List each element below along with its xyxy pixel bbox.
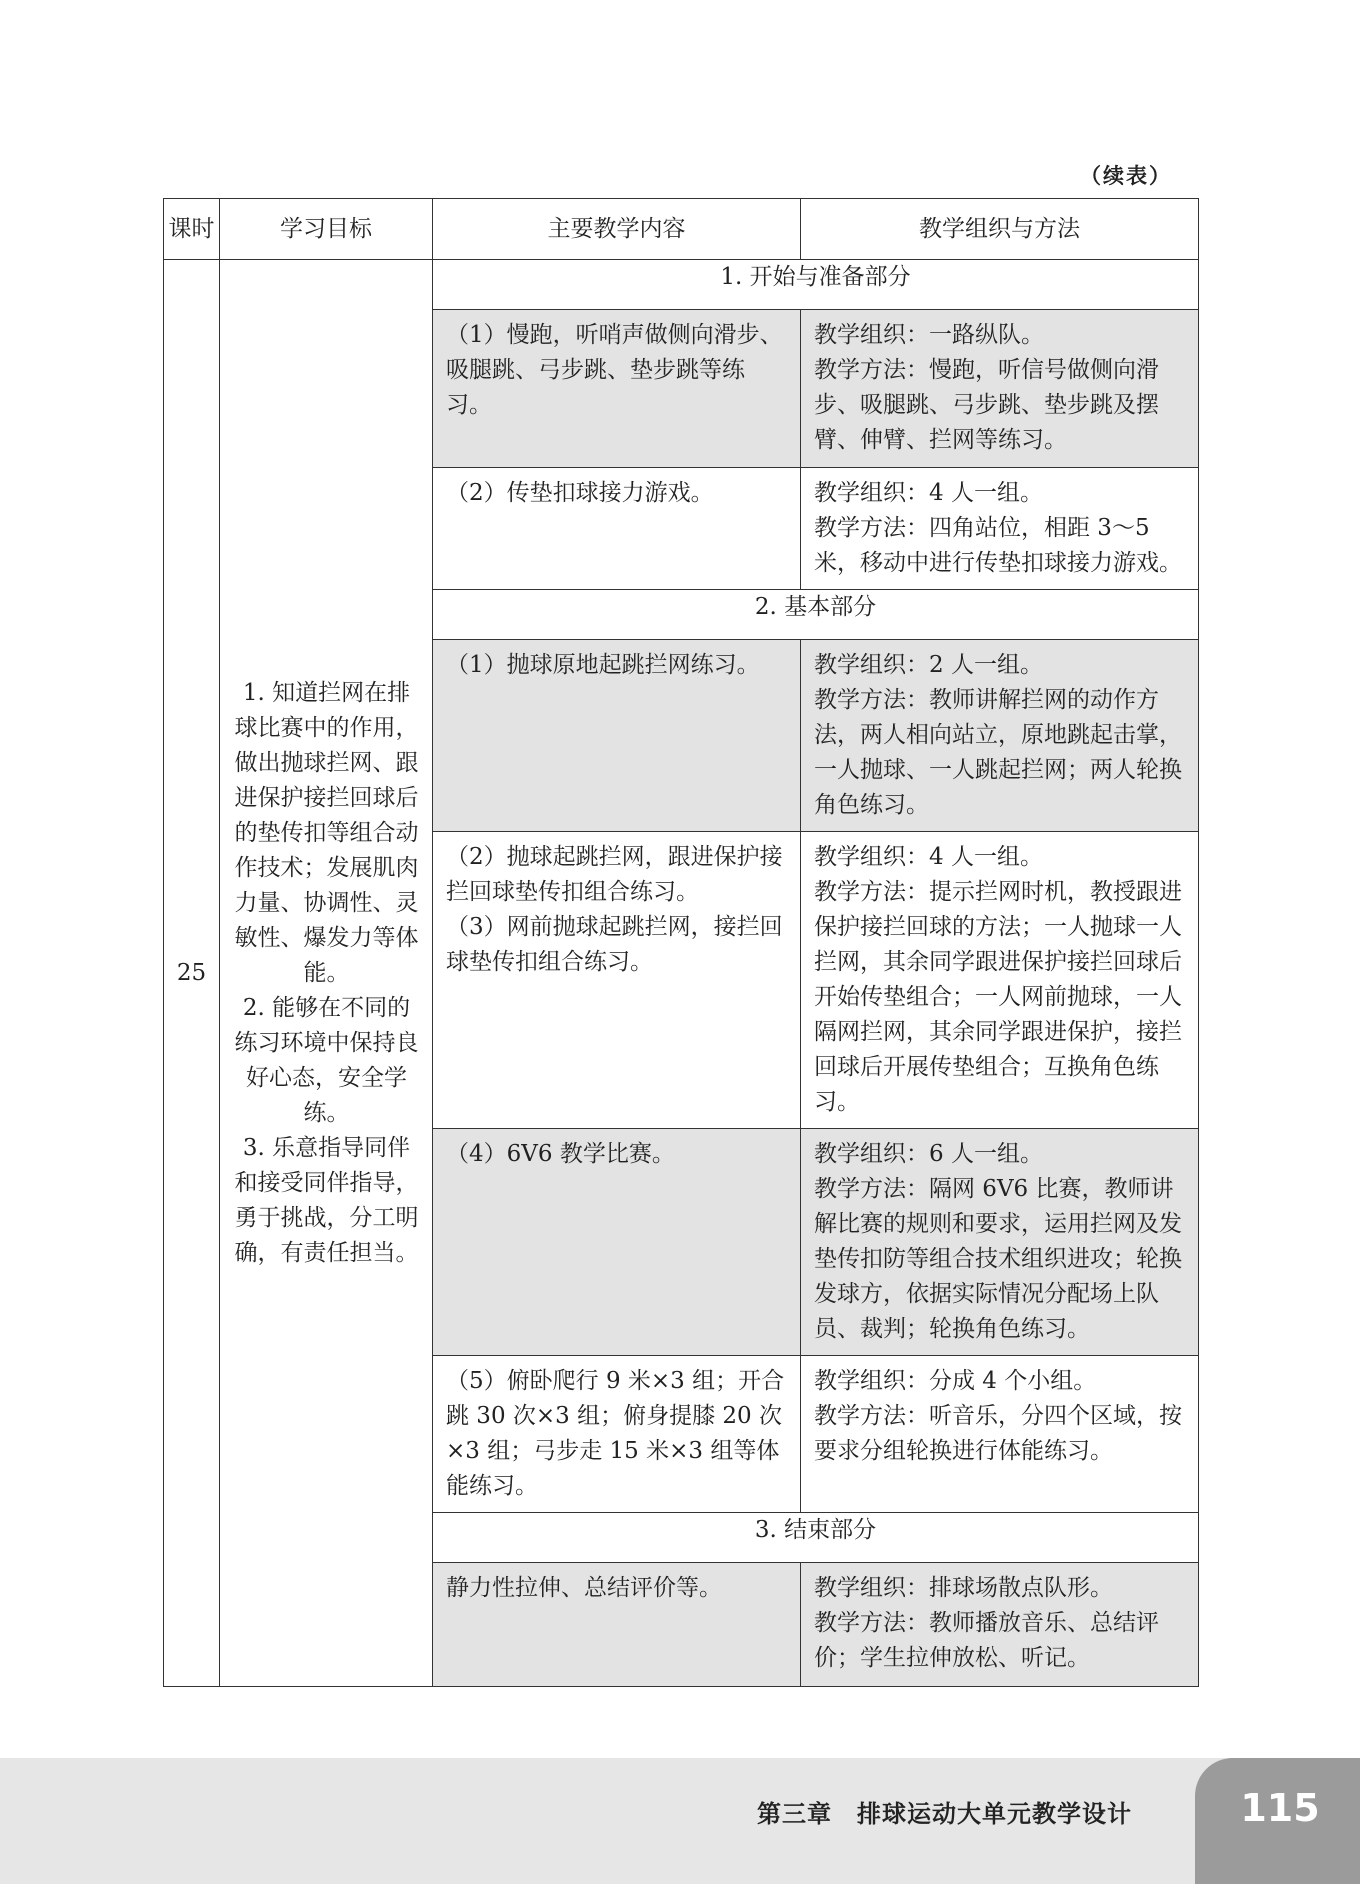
section-title-start: 1. 开始与准备部分 [433,260,1199,310]
page-number-tab [1195,1758,1360,1884]
method-cell: 教学组织：4 人一组。 教学方法：四角站位，相距 3～5 米，移动中进行传垫扣球接力游戏。 [814,480,1182,576]
content-cell: 静力性拉伸、总结评价等。 [446,1575,722,1601]
method-cell: 教学组织：2 人一组。 教学方法：教师讲解拦网的动作方法，两人相向站立，原地跳起击掌，一人抛球、一人跳起拦网；两人轮换角色练习。 [814,652,1182,818]
content-cell: （5）俯卧爬行 9 米×3 组；开合跳 30 次×3 组；俯身提膝 20 次×3 组；弓步走 15 米×3 组等体能练习。 [446,1368,785,1499]
content-cell: （4）6V6 教学比赛。 [446,1141,675,1167]
learning-goals-text: 1. 知道拦网在排球比赛中的作用，做出抛球拦网、跟进保护接拦回球后的垫传扣等组合动作技术；发展肌肉力量、协调性、灵敏性、爆发力等体能。 2. 能够在不同的练习环境中保持良好心态，安全学练。 3. 乐意指导同伴和接受同伴指导，勇于挑战，分工明确，有责任担当。 [234,679,419,1266]
header-goals: 学习目标 [220,199,433,260]
chapter-title: 第三章 排球运动大单元教学设计 [757,1800,1132,1828]
method-cell: 教学组织：排球场散点队形。 教学方法：教师播放音乐、总结评价；学生拉伸放松、听记。 [814,1575,1159,1671]
method-cell: 教学组织：6 人一组。 教学方法：隔网 6V6 比赛，教师讲解比赛的规则和要求，运用拦网及发垫传扣防等组合技术组织进攻；轮换发球方，依据实际情况分配场上队员、裁判；轮换角色练习。 [814,1141,1182,1342]
continued-label: （续表） [1080,164,1172,188]
lesson-plan-table [163,198,1199,1687]
page-number: 115 [1240,1786,1320,1830]
table-header-row [164,199,1199,260]
learning-goals [220,260,433,1687]
content-cell: （2）抛球起跳拦网，跟进保护接拦回球垫传扣组合练习。 （3）网前抛球起跳拦网，接拦回球垫传扣组合练习。 [446,844,783,975]
content-cell: （1）抛球原地起跳拦网练习。 [446,652,760,678]
section-title-end: 3. 结束部分 [433,1513,1199,1563]
method-cell: 教学组织：分成 4 个小组。 教学方法：听音乐，分四个区域，按要求分组轮换进行体能练习。 [814,1368,1182,1464]
header-method: 教学组织与方法 [801,199,1199,260]
section-title-basic: 2. 基本部分 [433,590,1199,640]
content-cell: （2）传垫扣球接力游戏。 [446,480,714,506]
method-cell: 教学组织：一路纵队。 教学方法：慢跑，听信号做侧向滑步、吸腿跳、弓步跳、垫步跳及摆臂、伸臂、拦网等练习。 [814,322,1159,453]
page-footer [0,1758,1360,1884]
header-content: 主要教学内容 [433,199,801,260]
period-number: 25 [164,260,220,1687]
content-cell: （1）慢跑，听哨声做侧向滑步、吸腿跳、弓步跳、垫步跳等练习。 [446,322,783,418]
header-period: 课时 [164,199,220,260]
section-row-start [164,260,1199,310]
method-cell: 教学组织：4 人一组。 教学方法：提示拦网时机，教授跟进保护接拦回球的方法；一人抛球一人拦网，其余同学跟进保护接拦回球后开始传垫组合；一人网前抛球，一人隔网拦网，其余同学跟进保护，接拦回球后开展传垫组合；互换角色练习。 [814,844,1182,1115]
